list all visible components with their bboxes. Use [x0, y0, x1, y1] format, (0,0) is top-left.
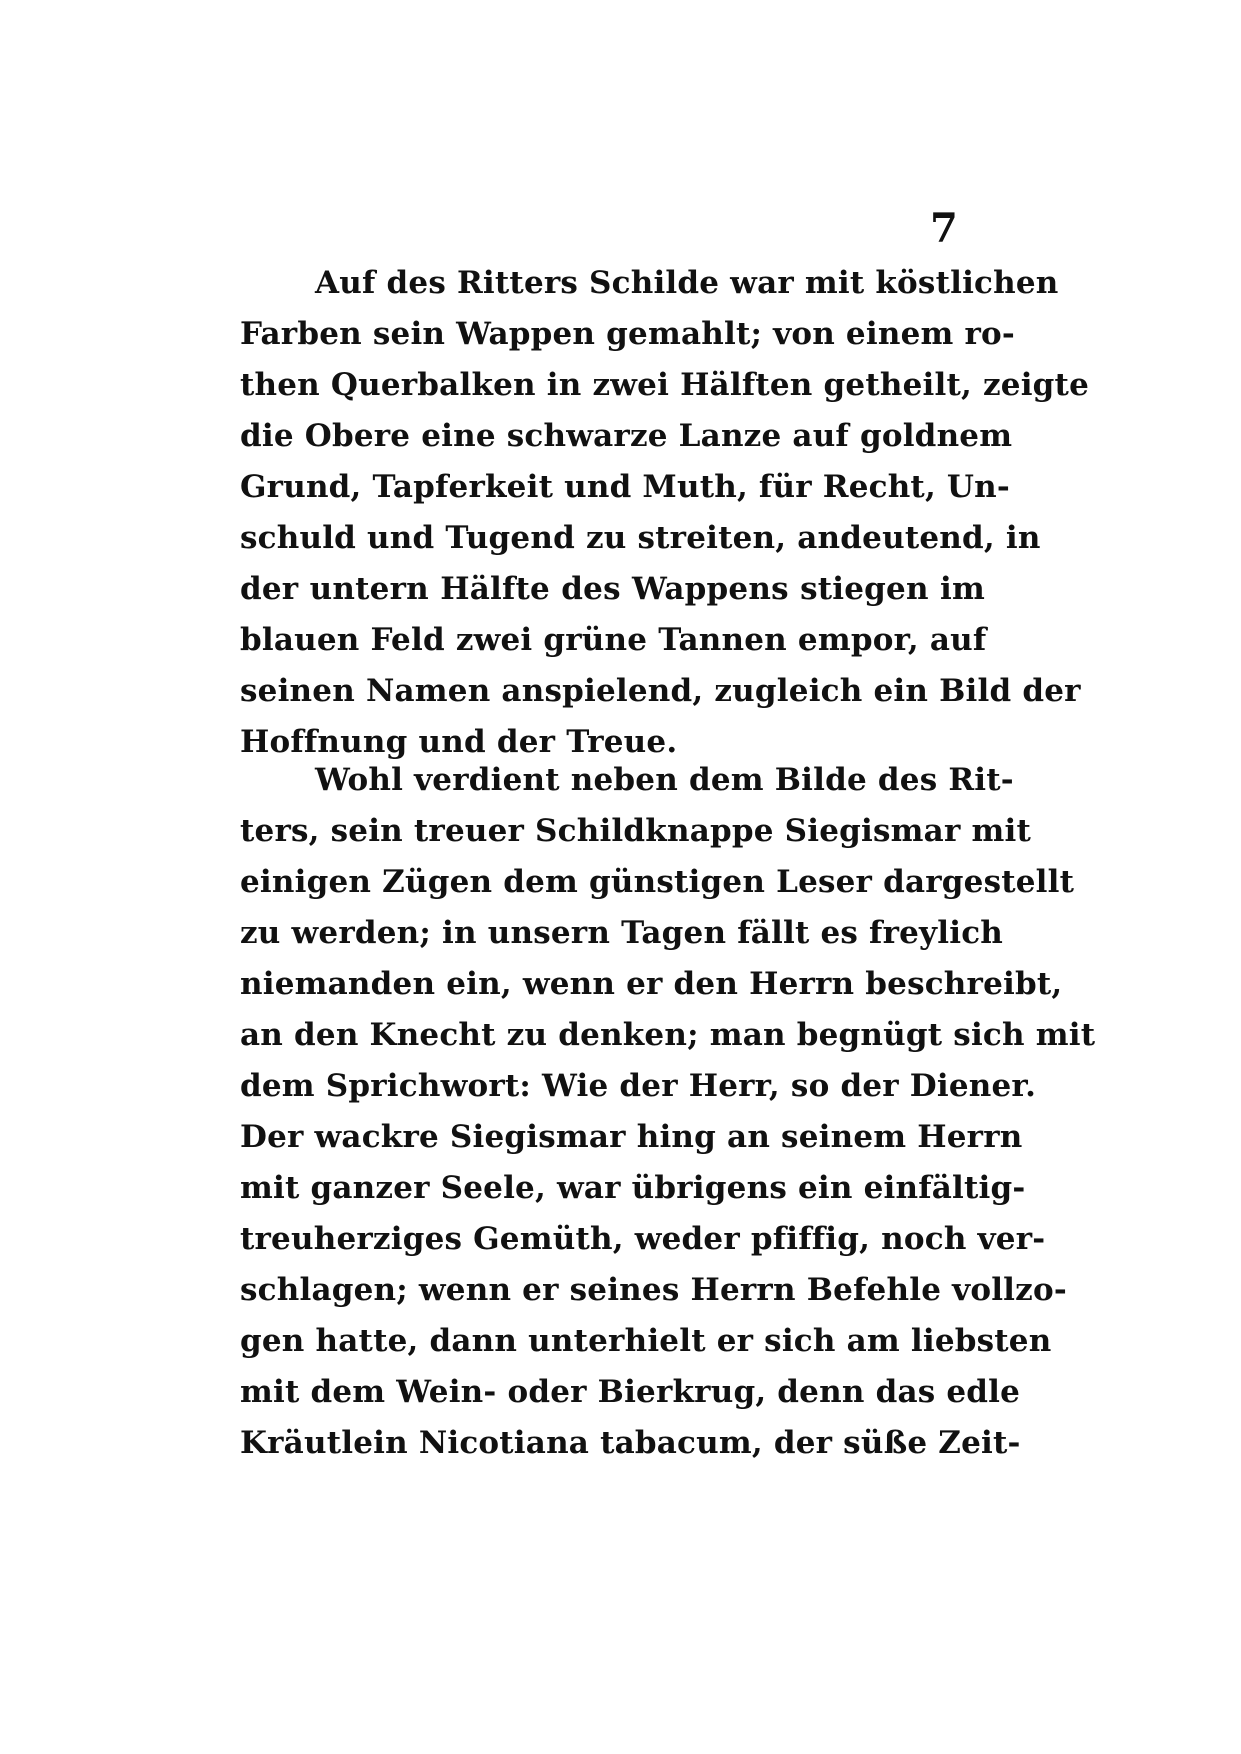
text-line: Grund, Tapferkeit und Muth, für Recht, Un-: [240, 469, 1010, 505]
text-line: der untern Hälfte des Wappens stiegen im: [240, 571, 985, 607]
paragraph-2: [240, 755, 1096, 1469]
text-line: niemanden ein, wenn er den Herrn beschreibt,: [240, 966, 1063, 1002]
page-number: 7: [930, 205, 958, 252]
paragraph-1: [240, 258, 1089, 768]
text-line: blauen Feld zwei grüne Tannen empor, auf: [240, 622, 987, 658]
text-line: an den Knecht zu denken; man begnügt sich mit: [240, 1017, 1096, 1053]
text-line: ters, sein treuer Schildknappe Siegismar mit: [240, 813, 1031, 849]
text-line: gen hatte, dann unterhielt er sich am liebsten: [240, 1323, 1052, 1359]
text-line: Der wackre Siegismar hing an seinem Herrn: [240, 1119, 1023, 1155]
text-line: mit ganzer Seele, war übrigens ein einfältig-: [240, 1170, 1026, 1206]
text-line: Hoffnung und der Treue.: [240, 724, 678, 760]
text-line: treuherziges Gemüth, weder pfiffig, noch ver-: [240, 1221, 1046, 1257]
text-line: dem Sprichwort: Wie der Herr, so der Diener.: [240, 1068, 1037, 1104]
text-line: Kräutlein Nicotiana tabacum, der süße Zeit-: [240, 1425, 1021, 1461]
text-line: Wohl verdient neben dem Bilde des Rit-: [315, 762, 1014, 798]
text-line: Farben sein Wappen gemahlt; von einem ro-: [240, 316, 1015, 352]
text-line: schlagen; wenn er seines Herrn Befehle vollzo-: [240, 1272, 1067, 1308]
text-line: schuld und Tugend zu streiten, andeutend, in: [240, 520, 1041, 556]
text-line: die Obere eine schwarze Lanze auf goldnem: [240, 418, 1013, 454]
text-line: seinen Namen anspielend, zugleich ein Bild der: [240, 673, 1081, 709]
text-line: mit dem Wein- oder Bierkrug, denn das edle: [240, 1374, 1021, 1410]
text-line: Auf des Ritters Schilde war mit köstlichen: [315, 265, 1059, 301]
text-line: zu werden; in unsern Tagen fällt es freylich: [240, 915, 1004, 951]
text-line: then Querbalken in zwei Hälften getheilt, zeigte: [240, 367, 1089, 403]
text-line: einigen Zügen dem günstigen Leser dargestellt: [240, 864, 1075, 900]
